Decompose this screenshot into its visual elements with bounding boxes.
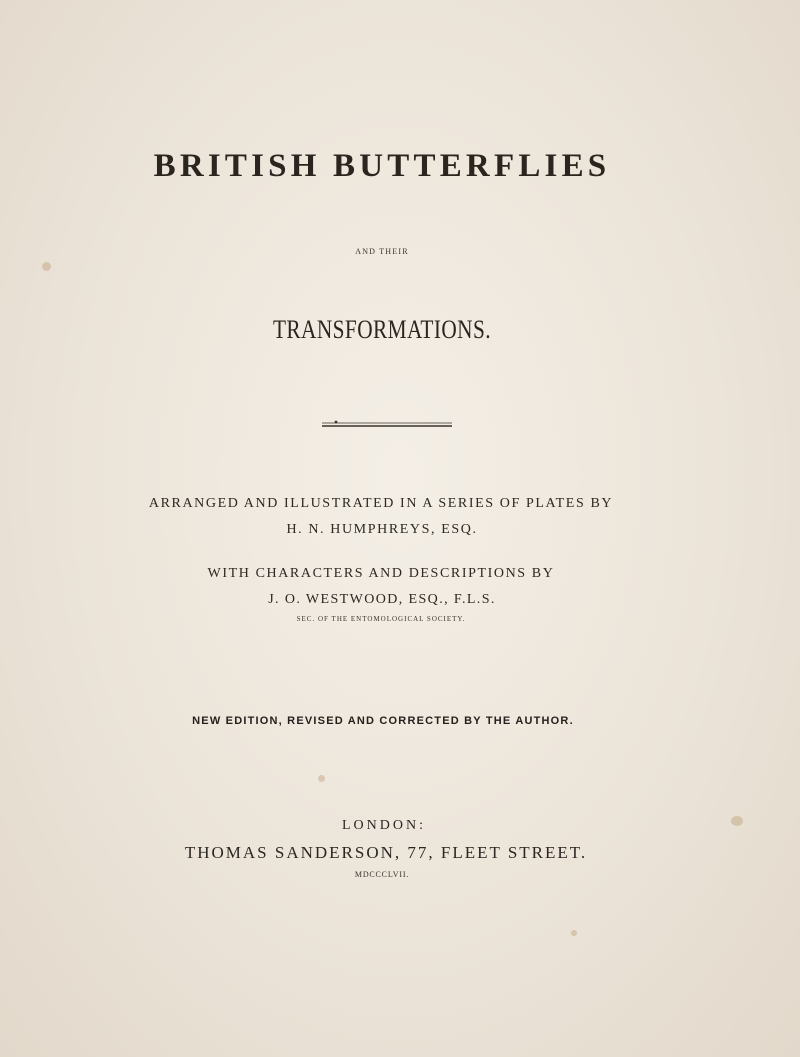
paper-foxing-spot <box>571 930 577 936</box>
book-title: BRITISH BUTTERFLIES <box>153 148 611 184</box>
author-affiliation: SEC. OF THE ENTOMOLOGICAL SOCIETY. <box>296 615 466 623</box>
edition-note: NEW EDITION, REVISED AND CORRECTED BY THE AUTHOR. <box>192 715 574 727</box>
title-connector: AND THEIR <box>355 247 409 256</box>
publication-year: MDCCCLVII. <box>354 870 410 879</box>
publication-place: LONDON: <box>342 818 426 833</box>
paper-foxing-spot <box>42 262 51 271</box>
author-name: J. O. WESTWOOD, ESQ., F.L.S. <box>268 592 496 607</box>
characters-by-line: WITH CHARACTERS AND DESCRIPTIONS BY <box>207 566 555 581</box>
arranged-by-line: ARRANGED AND ILLUSTRATED IN A SERIES OF PLATES BY <box>148 496 614 511</box>
paper-foxing-spot <box>318 775 325 782</box>
publisher-line: THOMAS SANDERSON, 77, FLEET STREET. <box>184 843 588 862</box>
illustrator-name: H. N. HUMPHREYS, ESQ. <box>286 522 478 537</box>
decorative-rule <box>322 420 452 428</box>
book-subtitle: TRANSFORMATIONS. <box>272 315 492 344</box>
